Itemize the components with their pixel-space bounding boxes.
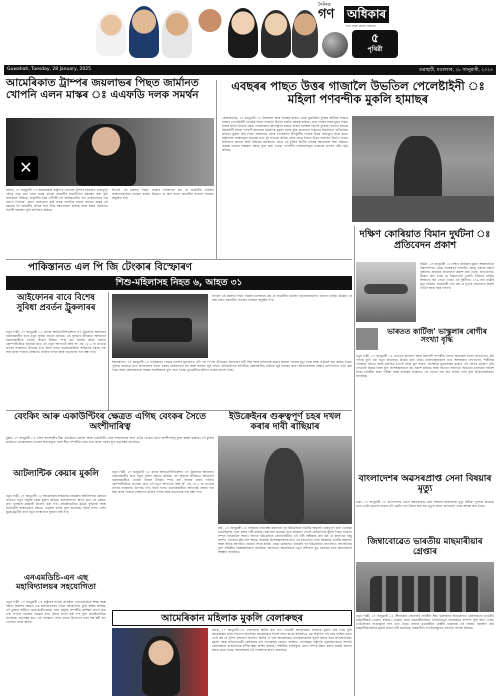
bharat-body: নতুন দিল্লী, ২৭ জানুৱাৰী ঃ ভাৰতত হৃদৰোগ আৰু ৰক্তনলী সম্পৰ্কীয় ৰোগৰ আক্ৰান্তৰ সংখ্যা দ্ৰুতগতিত বৃদ্ধি পাইছে বুলি এক নতুন অধ্যয়নত উল্লেখ কৰা হৈছে। চিকিৎসকসকলৰ মতে অস্বাস্থ্যকৰ খাদ্যাভ্যাস, শাৰীৰিক পৰিশ্ৰমৰ অভাৱ আৰু মানসিক চাপেই ইয়াৰ মূল কাৰণ। বিশেষকৈ যুৱপ্ৰজন্মৰ মাজত এই ৰোগৰ প্ৰকোপ বৃদ্ধি পোৱাটো চিন্তাৰ বিষয় বুলি বিশেষজ্ঞসকলে মত প্ৰকাশ কৰিছে। স্বাস্থ্য বিভাগে সজাগতা অভিযান চলোৱাৰ পৰামৰ্শ দিছে। নিয়মীয়া স্বাস্থ্য পৰীক্ষা আৰু ব্যায়ামৰ জৰিয়তে এই ৰোগৰ পৰা হাত সাৰিব পাৰি বুলি চিকিৎসকসকলে জনাইছে। [356, 354, 494, 378]
korea-body: ছিউল, ২৭ জানুৱাৰী ঃ দক্ষিণ কোৰিয়াৰ মুৱান আন্তৰ্জাতিক বিমানবন্দৰত যোৱা ডিচেম্বৰত সংঘটিত জেজু এয়াৰৰ বিমান দুৰ্ঘটনাৰ প্ৰাথমিক প্ৰতিবেদন প্ৰকাশ কৰা হৈছে। প্ৰতিবেদনত উল্লেখ কৰা হৈছে যে বিমানখনৰ দুয়োটা ইঞ্জিনত চৰাইৰ আঘাতৰ চিন পোৱা গৈছে। এই দুৰ্ঘটনাত ১৭৯ জন যাত্ৰীৰ মৃত্যু হৈছিল। তদন্তকাৰী দলে কয় যে চূড়ান্ত প্ৰতিবেদন প্ৰকাশ হ'বলৈ আৰু সময় লাগিব। [420, 262, 494, 290]
belarus-headline: আমেৰিকান মহিলাক মুকলি বেলাৰুছৰ [112, 610, 352, 626]
zimbabwe-body: নতুন দিল্লী, ২৭ জানুৱাৰী ঃ শ্ৰীলংকাৰ নৌসেনাই সাগৰীয় সীমা উলংঘনৰ অভিযোগত কেইবাজনো ভাৰতীয় মাছমাৰীয়াক গ্ৰেপ্তাৰ কৰিছে। গ্ৰেপ্তাৰ হোৱা মাছমাৰীয়াসকল তামিলনাডুৰ ৰামেশ্বৰমৰ বাসিন্দা বুলি জনা গৈছে। তেওঁলোকৰ নাওসমূহো জব্দ কৰা হৈছে। ৰাজ্যৰ মুখ্যমন্ত্ৰীয়ে কেন্দ্ৰীয় চৰকাৰক এই বিষয়ত হস্তক্ষেপ কৰি মাছমাৰীয়াসকলক মুকলি কৰাৰ দাবী জনাইছে। মাছমাৰীয়া সংগঠনসমূহেও প্ৰতিবাদ সাব্যস্ত কৰিছে। [356, 614, 494, 630]
section-rule-mid [6, 410, 352, 411]
pakistan-subhead: শিশু-মহিলাসহ নিহত ৬, আহত ৩১ [6, 276, 352, 290]
belarus-figure [142, 636, 180, 696]
portrait-3 [162, 10, 192, 58]
gaza-headline: এবছৰৰ পাছত উত্তৰ গাজালৈ উভতিল পেলেষ্টাইনী ঃ মহিলা পণবন্দীক মুকলি হামাছৰ [231, 79, 485, 106]
portrait-1 [96, 12, 126, 56]
korea-photo [356, 262, 416, 322]
musk-headline: আমেৰিকাত ট্ৰাম্পৰ জয়লাভৰ পিছত জাৰ্মানত খোপনি এলন মাস্কৰ ঃ এএফডি দলক সমৰ্থন [6, 77, 199, 101]
pakistan-body: ইছলামাবাদ, ২৭ জানুৱাৰী ঃ পাকিস্তানৰ পাঞ্জাৱ প্ৰদেশৰ মুলতানত এটা এল পি জি টেংকাৰত বিস্ফোৰণ ঘটি শিশু আৰু মহিলাসহ কমেও ছয়জন লোকৰ মৃত্যু হৈছে আৰু একত্ৰিশ জন আহত হৈছে। পুলিচে জনোৱা মতে বিস্ফোৰণৰ ফলত ওচৰৰ কেইবাখনো ঘৰ আৰু বাহনত জুই লাগে। অগ্নিনিৰ্বাপক বাহিনীয়ে কেইবাঘণ্টাৰ চেষ্টাৰে জুই নিয়ন্ত্ৰণ কৰে। আহতসকলক নিশ্তাৰ হাস্পতালত ভৰ্তি কৰা হৈছে আৰু কেইবাজনৰো অৱস্থা সংকটজনক বুলি জনা গৈছে। মুখ্যমন্ত্ৰীয়ে ঘটনাৰ তদন্তৰ নিৰ্দেশ দিছে। [112, 360, 352, 372]
date-right: গুৱাহাটী, মঙলবাৰ, ২৮ জানুৱাৰী, ২০২৫ [418, 68, 493, 73]
globe-icon [322, 32, 348, 58]
x-logo-icon: ✕ [14, 156, 38, 180]
musk-body-2: ইফালে এই মন্তব্যৰ পিছত জাৰ্মান চান্সেলৰে কয় যে জাৰ্মানীৰ ভৱিষ্যৎ জাৰ্মানসকলেহে নিৰ্ধাৰণ কৰিব। উল্লেখ্য যে অহা মাহত জাৰ্মানীত সাধাৰণ নিৰ্বাচন অনুষ্ঠিত হ'ব। [112, 188, 214, 200]
korea-plane [364, 284, 408, 294]
pakistan-headline: পাকিস্তানত এল পি জি টেংকাৰ বিস্ফোৰণ [28, 262, 192, 273]
zimbabwe-headline: জিম্বাবোৱেত ভাৰতীয় মাছমাৰীয়াৰ গ্ৰেপ্তাৰ [367, 537, 483, 557]
column-rule [108, 292, 109, 410]
column-rule-center [216, 80, 217, 260]
pakistan-truck [132, 318, 192, 342]
atlantic-headline: আটলান্টিক কেয়াৰ মুকলি [13, 469, 99, 479]
banks-headline: বেংকিং আৰু একাউণ্টিংৰ ক্ষেত্ৰত এগিছ বেংকৰ সৈতে অংশীদাৰিত্ব [13, 412, 207, 433]
bharat-headline: ভাৰতত কাৰ্টিজ' ভাস্কুলাৰ ৰোগীৰ সংখ্যা বৃদ্ধি [387, 327, 487, 345]
portrait-2 [129, 6, 159, 58]
banks-body: মুম্বাই, ২৭ জানুৱাৰী ঃ দেশৰ আগশাৰীৰ বীমা প্ৰতিষ্ঠানে বেংকিং আৰু একাউণ্টিং সেৱা সম্প্ৰসাৰণৰ বাবে এগিছ বেংকৰ সৈতে অংশীদাৰিত্ব চুক্তি স্বাক্ষৰ কৰিছে। এই চুক্তিৰ জৰিয়তে গ্ৰাহকসকলে বেংকৰ শাখাসমূহৰ পৰাই বীমা সম্পৰ্কীয় সেৱা লাভ কৰিব পাৰিব বুলি কৰ্তৃপক্ষই জনাইছে। [6, 436, 214, 444]
portrait-4 [195, 6, 225, 58]
ukraine-body: মস্ক', ২৭ জানুৱাৰী ঃ ৰাছিয়াৰ প্ৰতিৰক্ষা মন্ত্ৰালয়ে পূব ইউক্ৰেইনৰ দনেটস্ক অঞ্চলৰ গুৰুত্বপূৰ্ণ চহৰ ভেলিকা নভোছিলকা দখল কৰাৰ দাবী কৰিছে। মন্ত্ৰালয়ে জনোৱা মতে ৰাছিয়ান সেনাই কেইবাদিনৰ যুঁজৰ পিছত চহৰখন সম্পূৰ্ণ নিয়ন্ত্ৰণলৈ আনে। ইফালে ইউক্ৰেইনৰ সেনাবাহিনীয়ে এই দাবী অস্বীকাৰ কৰি কয় যে চহৰখনৰ কিছু অংশত এতিয়াও যুঁজ চলি আছে। সামৰিক বিশেষজ্ঞসকলৰ মতে এই চহৰখনৰ দখলে ৰাছিয়াক দনেটস্ক অঞ্চলত আৰু অধিক আগবাঢ়ি যোৱাত সহায় কৰিব। যোৱা কেইমাহত ৰাছিয়াই পূব ইউক্ৰেইনত দ্ৰুতগতিত আগবাঢ়িছে বুলি পশ্চিমীয়া বিশ্লেষকসকলে জনাইছে। আনহাতে আমেৰিকাৰ নতুন প্ৰশাসনে যুদ্ধ সমাপ্তিৰ বাবে আলোচনাৰ আহ্বান জনাইছে। [218, 526, 352, 554]
gaza-photo [352, 116, 494, 222]
gaza-body: জেৰুজালেম, ২৭ জানুৱাৰী ঃ ইজৰাইল আৰু হামাছৰ মাজত হোৱা যুদ্ধবিৰতি চুক্তিৰ অধীনত হাজাৰ হাজাৰ পেলেষ্টাইনী নাগৰিক উত্তৰ গাজালৈ উভতি যাবলৈ আৰম্ভ কৰিছে। প্ৰায় পোন্ধৰ মাহৰ যুদ্ধৰ পিছত নিজৰ ঘৰলৈ উভতি যোৱা লোকসকলে ধ্বংসস্তূপৰ মাজত নিজৰ বাসস্থান বিচাৰি ফুৰিছে। ইফালে হামাছে ইজৰাইলী মহিলা পণবন্দী আৰবেল ইয়েহুদক মুকলি কৰিব বুলি জনোৱাৰ পিছতহে ইজৰাইলে নেটজাৰিম কৰিডৰ মুকলি কৰি দিয়ে। সহস্ৰাধিক লোক খোজকাঢ়ি উপকূলীয় পথেৰে উত্তৰ অভিমুখে যাত্ৰা কৰে। ৰাষ্ট্ৰসংঘৰ সংস্থাসমূহে জনোৱা মতে দুই লাখৰো অধিক লোক প্ৰথম দিনতে উত্তৰ গাজালৈ উভতি গৈছে। আনহাতে কাতাৰ আৰু ইজিপ্তৰ মধ্যস্থতাত হোৱা এই চুক্তিৰ দ্বিতীয় পৰ্যায়ৰ আলোচনা অহা সপ্তাহত আৰম্ভ হোৱাৰ সম্ভাৱনা আছে বুলি জনা গৈছে। পণবন্দীৰ পৰিয়ালসমূহে চৰকাৰৰ ওপৰত হেঁচা বৃদ্ধি কৰিছে। [222, 116, 348, 152]
ukraine-headline: ইউক্ৰেইনৰ গুৰুত্বপূৰ্ণ চহৰ দখল কৰাৰ দাবী ৰাছিয়াৰ [228, 412, 342, 433]
nmdc-headline: এনএমডিচি-এন এছ মহাবিদ্যালয়ৰ সহযোগিতা [16, 573, 96, 591]
iphone-headline: আইফোনৰ বাবে বিশেষ সুবিধা প্ৰবৰ্তন ট্ৰুকলাৰৰ [16, 293, 96, 313]
pakistan-body-2: ইফালে এই মন্তব্যৰ পিছত জাৰ্মান চান্সেলৰে কয় যে জাৰ্মানীৰ ভৱিষ্যৎ জাৰ্মানসকলেহে নিৰ্ধাৰণ কৰিব। উল্লেখ্য যে অহা মাহত জাৰ্মানীত সাধাৰণ নিৰ্বাচন অনুষ্ঠিত হ'ব। [212, 294, 352, 302]
masthead-title [318, 2, 398, 30]
bangladesh-headline: বাংলাদেশৰ অৱসৰপ্ৰাপ্ত সেনা বিষয়াৰ মৃত্যু [358, 474, 492, 495]
page-number-badge [352, 30, 398, 58]
iphone-body: নতুন দিল্লী, ২৭ জানুৱাৰী ঃ কলাৰ আইডেণ্টিফিকেশ্যন এপ ট্ৰুকলাৰে আইফোন ব্যৱহাৰকাৰীৰ বাবে নতুন সুবিধা প্ৰবৰ্তন কৰিছে। এই সুবিধাৰ জৰিয়তে আইফোন ব্যৱহাৰকাৰীয়ে এতিয়া ৰিয়েল টাইমত স্পাম কল চিনাক্ত কৰিব পাৰিব। কোম্পানীটোৱে জনোৱা মতে এই নতুন আপডেট আই অ' এছ ১৮.২ বা তাতকৈ ওপৰৰ সংস্কৰণত উপলব্ধ হ'ব। ইয়াৰ ফলত ব্যৱহাৰকাৰীয়ে অচিনাকি নম্বৰৰ পৰা অহা কলৰ পৰিচয় তৎক্ষণাত জানিব পাৰিব আৰু প্ৰতাৰণাৰ পৰা ৰক্ষা পাব। [6, 330, 106, 354]
section-rule-top [6, 259, 352, 260]
portrait-strip [96, 2, 316, 64]
masthead-small: দৈনিক [318, 2, 331, 8]
pakistan-photo [112, 294, 208, 358]
masthead-tagline: সত্য আৰু ন্যায়ৰ সন্ধানত [346, 24, 376, 28]
zimbabwe-photo [356, 562, 494, 612]
nmdc-body: নতুন দিল্লী, ২৭ জানুৱাৰী ঃ ৰাষ্ট্ৰায়ত্ত খনিজ প্ৰতিষ্ঠান এনএমডিচিয়ে শিক্ষা আৰু দক্ষতা বিকাশৰ ক্ষেত্ৰত এক মহাবিদ্যালয়ৰ সৈতে সহযোগিতা চুক্তি স্বাক্ষৰ কৰিছে। এই চুক্তিৰ অধীনত ছাত্ৰ-ছাত্ৰীসকলক খনন প্ৰযুক্তি সম্পৰ্কীয় প্ৰশিক্ষণ প্ৰদান কৰা হ'ব। লগতে গৱেষণা প্ৰকল্পৰ বাবে বৃত্তিও প্ৰদান কৰা হ'ব বুলি প্ৰতিষ্ঠানটোৱে জনাইছে। কৰ্তৃপক্ষৰ মতে এই পদক্ষেপে দেশৰ খনিজ উদ্যোগৰ বাবে দক্ষ কৰ্মী গঢ়ি তোলাত সহায় কৰিব। [6, 600, 106, 624]
portrait-6 [261, 10, 291, 58]
portrait-7 [292, 10, 318, 58]
musk-photo [6, 118, 214, 186]
masthead-name-right: অধিকাৰ [344, 6, 389, 23]
belarus-body: মিনস্ক, ২৭ জানুৱাৰী ঃ বেলাৰুছে আটক কৰি ৰখা এগৰাকী আমেৰিকান মহিলাক মুকলি কৰি দিছে বুলি আমেৰিকাৰ ৰাজ্য বিভাগে জনাইছে। আমেৰিকাৰ বিদেশ সচিব মাৰ্কো ৰুবিঅ'ৱে এক বিবৃতিত এই খবৰ নিশ্চিত কৰে। তেওঁ কয় যে ট্ৰাম্প প্ৰশাসনে বিদেশত আটক হৈ থকা আমেৰিকান নাগৰিকসকলক ঘূৰাই অনাৰ বাবে প্ৰতিশ্ৰুতিবদ্ধ। মুকলি হোৱা মহিলাগৰাকী কেইবামাহ ধৰি বেলাৰুছৰ জেলত আছিল। বেলাৰুছৰ ৰাষ্ট্ৰপতি লুকাছেংকোৱে সম্প্ৰতি কেইবাজনো ৰাজনৈতিক বন্দীক ক্ষমা প্ৰদৰ্শন কৰিছে। পশ্চিমীয়া দেশসমূহৰ সৈতে সম্পৰ্ক উন্নত কৰাৰ প্ৰচেষ্টা হিচাপে ইয়াক চোৱা হৈছে। আমেৰিকাই এই পদক্ষেপক স্বাগত জনাইছে। [212, 628, 352, 652]
korea-headline: দক্ষিণ কোৰিয়াত বিমান দুৰ্ঘটনা ঃ প্ৰতিবেদন প্ৰকাশ [359, 229, 491, 251]
bharat-photo [356, 328, 378, 350]
banks-body-2: নতুন দিল্লী, ২৭ জানুৱাৰী ঃ কলাৰ আইডেণ্টিফিকেশ্যন এপ ট্ৰুকলাৰে আইফোন ব্যৱহাৰকাৰীৰ বাবে নতুন সুবিধা প্ৰবৰ্তন কৰিছে। এই সুবিধাৰ জৰিয়তে আইফোন ব্যৱহাৰকাৰীয়ে এতিয়া ৰিয়েল টাইমত স্পাম কল চিনাক্ত কৰিব পাৰিব। কোম্পানীটোৱে জনোৱা মতে এই নতুন আপডেট আই অ' এছ ১৮.২ বা তাতকৈ ওপৰৰ সংস্কৰণত উপলব্ধ হ'ব। ইয়াৰ ফলত ব্যৱহাৰকাৰীয়ে অচিনাকি নম্বৰৰ পৰা অহা কলৰ পৰিচয় তৎক্ষণাত জানিব পাৰিব আৰু প্ৰতাৰণাৰ পৰা ৰক্ষা পাব। [112, 470, 214, 494]
section-label: পৃথিৱী [367, 46, 383, 53]
musk-body: বাৰ্লিন, ২৭ জানুৱাৰী ঃ আমেৰিকাৰ ৰাষ্ট্ৰপতি ডোনাল্ড ট্ৰাম্পৰ চৰকাৰত গুৰুত্বপূৰ্ণ দায়িত্ব লাভ কৰা এলন মাস্কে এতিয়া জাৰ্মানীৰ ৰাজনীতিত হস্তক্ষেপ কৰা বুলি অভিযোগ উঠিছে। জাৰ্মানীৰ চৰম সোঁপন্থী দল অল্টাৰনেটিভ ফৰ ডয়েচলেণ্ডৰ এক সভাত ভিডিঅ' যোগে অংশগ্ৰহণ কৰি মাস্কে দলটোক সমৰ্থন জনায়। মাস্কৰ এই মন্তব্যক লৈ জাৰ্মানীৰ বিভিন্ন দলে তীব্ৰ সমালোচনা কৰিছে আৰু ইয়াক নিৰ্বাচনত বিদেশী হস্তক্ষেপ বুলি অভিহিত কৰিছে। [6, 188, 108, 212]
musk-figure [76, 124, 136, 186]
date-strip [4, 65, 496, 75]
masthead [0, 0, 500, 82]
ukraine-soldier [264, 448, 304, 524]
atlantic-body: নতুন দিল্লী, ২৭ জানুৱাৰী ঃ আমেৰিকাৰ স্বাস্থ্যসেৱা প্ৰতিষ্ঠান আটলান্টিক কেয়াৰে ভাৰতত নতুন প্ৰযুক্তি কেন্দ্ৰ মুকলি কৰিছে। হায়দৰাবাদত স্থাপন কৰা এই কেন্দ্ৰত প্ৰায় দুহেজাৰ কৰ্মচাৰী নিয়োগ কৰা হ'ব। প্ৰতিষ্ঠানটোৱে কৃত্ৰিম বুদ্ধিমত্তা আৰু ডিজিটেল স্বাস্থ্যসেৱাৰ ক্ষেত্ৰত গৱেষণা চলাব বুলি জনাইছে। ইয়াৰ ফলত দেশৰ যুৱক-যুৱতীৰ বাবে নতুন সংস্থাপনৰ সুযোগ সৃষ্টি হ'ব। [6, 494, 106, 514]
masthead-name-left: গণ [318, 7, 335, 22]
column-rule-right [354, 226, 355, 696]
bangladesh-body: ঢাকা, ২৭ জানুৱাৰী ঃ বাংলাদেশৰ এজন অৱসৰপ্ৰাপ্ত সেনা বিষয়াৰ ৰহস্যজনক মৃত্যু ঘটিছে। পুলিচে জনোৱা মতে তেওঁৰ মৃতদেহ ঢাকাৰ এটা ফ্লেটৰ পৰা উদ্ধাৰ কৰা হয়। মৃত্যুৰ কাৰণ জানিবলৈ তদন্ত আৰম্ভ কৰা হৈছে। [356, 500, 494, 508]
gaza-rubble [352, 196, 494, 222]
belarus-photo [112, 628, 208, 696]
page-number: ৫ [371, 31, 379, 45]
date-left: Guwahati, Tuesday, 28 January, 2025 [7, 67, 91, 72]
ukraine-photo [218, 436, 352, 524]
zimbabwe-group [370, 576, 480, 612]
portrait-5 [228, 8, 258, 58]
